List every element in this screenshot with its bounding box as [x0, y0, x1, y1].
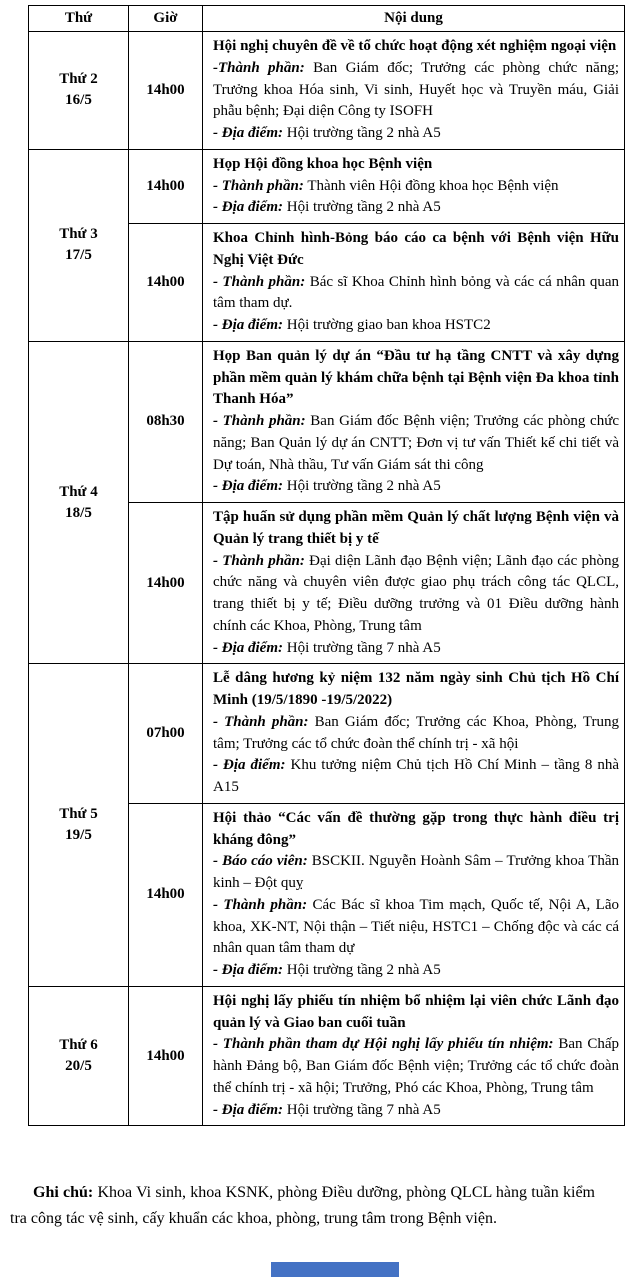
event-title: Hội thảo “Các vấn đề thường gặp trong thực hành điều trị kháng đông”	[213, 809, 619, 848]
event-title: Hội nghị chuyên đề về tổ chức hoạt động xét nghiệm ngoại viện	[213, 38, 617, 54]
event-title: Họp Hội đồng khoa học Bệnh viện	[213, 155, 433, 172]
line-label: - Địa điểm:	[213, 757, 286, 774]
day-date: 19/5	[65, 827, 92, 843]
event-line	[213, 197, 619, 219]
day-date: 18/5	[65, 504, 92, 521]
day-date: 16/5	[65, 92, 92, 109]
line-label: - Thành phần:	[213, 896, 308, 913]
line-text: Ban Giám đốc; Trưởng các Khoa, Phòng, Trung tâm; Trưởng các tổ chức đoàn thể chính trị - xã hội	[213, 713, 619, 752]
line-text: Hội trường giao ban khoa HSTC2	[282, 317, 491, 333]
day-label: Thứ 6	[59, 1037, 98, 1053]
event-line	[213, 551, 619, 638]
line-text: Ban Giám đốc Bệnh viện; Trưởng các phòng chức năng; Ban Quản lý dự án CNTT; Đơn vị tư vấn Thiết kế chi tiết và Dự toán, Nhà thầu, Tư vấn Giám sát thi công	[213, 413, 619, 473]
content-cell	[203, 224, 625, 342]
time-cell: 14h00	[129, 986, 203, 1126]
content-cell	[203, 32, 625, 150]
time-cell: 14h00	[129, 224, 203, 342]
event-line	[213, 315, 619, 337]
line-text: Đại diện Lãnh đạo Bệnh viện; Lãnh đạo các phòng chức năng và chuyên viên được giao phụ trách công tác QLCL, trang thiết bị y tế; Điều dưỡng trưởng và 01 Điều dưỡng hành chính các Khoa, Phòng, Trung tâm	[213, 552, 619, 634]
line-label: - Địa điểm:	[213, 317, 283, 333]
line-text: Ban Giám đốc; Trưởng các phòng chức năng; Trưởng khoa Hóa sinh, Vi sinh, Huyết học và Truyền máu, Giải phẫu bệnh; Đại diện Công ty ISOFH	[213, 59, 619, 120]
line-text: Hội trường tầng 7 nhà A5	[282, 1101, 441, 1118]
line-label: - Thành phần:	[213, 552, 305, 569]
header-row	[29, 6, 625, 32]
line-text: Các Bác sĩ khoa Tim mạch, Quốc tế, Nội A, Lão khoa, XK-NT, Nội thận – Tiết niệu, HSTC1 – Chống độc và các cá nhân quan tâm tham dự	[213, 896, 619, 957]
content-cell	[203, 664, 625, 804]
event-line	[213, 123, 619, 145]
line-text: Thành viên Hội đồng khoa học Bệnh viện	[303, 177, 559, 194]
time-cell: 14h00	[129, 149, 203, 223]
day-cell	[29, 986, 129, 1126]
content-cell	[203, 341, 625, 502]
event-title: Lễ dâng hương kỷ niệm 132 năm ngày sinh Chủ tịch Hồ Chí Minh (19/5/1890 -19/5/2022)	[213, 670, 619, 708]
event-line	[213, 895, 619, 960]
day-label: Thứ 5	[59, 806, 98, 822]
line-label: - Địa điểm:	[213, 125, 283, 141]
line-label: -Thành phần:	[213, 59, 305, 76]
line-text: Hội trường tầng 2 nhà A5	[282, 478, 441, 495]
day-date: 20/5	[65, 1058, 92, 1074]
day-label: Thứ 2	[59, 71, 98, 88]
line-label: - Thành phần:	[213, 273, 306, 290]
line-text: Ban Chấp hành Đảng bộ, Ban Giám đốc Bệnh viện; Trưởng các tổ chức đoàn thể chính trị - xã hội; Trưởng, Phó các Khoa, Phòng, Trung tâm	[213, 1036, 619, 1096]
table-row	[29, 664, 625, 804]
schedule-table	[28, 5, 625, 1126]
day-label: Thứ 4	[59, 483, 98, 500]
time-cell: 14h00	[129, 32, 203, 150]
note-label: Ghi chú:	[33, 1184, 94, 1201]
event-line	[213, 1100, 619, 1122]
day-cell	[29, 341, 129, 664]
event-line	[213, 960, 619, 982]
line-label: - Thành phần:	[213, 713, 309, 730]
day-cell	[29, 664, 129, 987]
line-label: - Địa điểm:	[213, 199, 283, 216]
event-title: Khoa Chỉnh hình-Bỏng báo cáo ca bệnh với Bệnh viện Hữu Nghị Việt Đức	[213, 230, 619, 268]
line-text: Hội trường tầng 2 nhà A5	[282, 125, 441, 141]
day-date: 17/5	[65, 247, 92, 264]
event-title: Họp Ban quản lý dự án “Đầu tư hạ tầng CNTT và xây dựng phần mềm quản lý khám chữa bệnh tại Bệnh viện Đa khoa tỉnh Thanh Hóa”	[213, 347, 619, 408]
schedule-table-body	[29, 32, 625, 1126]
table-row	[29, 32, 625, 150]
event-line	[213, 58, 619, 123]
line-text: Hội trường tầng 7 nhà A5	[282, 639, 441, 656]
event-line	[213, 411, 619, 476]
content-cell	[203, 503, 625, 664]
line-label: - Thành phần tham dự Hội nghị lấy phiếu tín nhiệm:	[213, 1036, 554, 1053]
line-label: - Thành phần:	[213, 413, 306, 429]
line-text: BSCKII. Nguyễn Hoành Sâm – Trưởng khoa Thần kinh – Đột quỵ	[213, 853, 619, 891]
line-text: Hội trường tầng 2 nhà A5	[282, 199, 441, 216]
header-content: Nội dung	[203, 6, 625, 32]
header-time: Giờ	[129, 6, 203, 32]
content-cell	[203, 986, 625, 1126]
bottom-blue-bar	[271, 1262, 399, 1277]
schedule-table-head	[29, 6, 625, 32]
time-cell: 07h00	[129, 664, 203, 804]
line-label: - Địa điểm:	[213, 962, 283, 978]
line-label: - Địa điểm:	[213, 639, 283, 656]
table-row	[29, 986, 625, 1126]
content-cell	[203, 803, 625, 986]
day-label: Thứ 3	[59, 226, 98, 243]
line-label: - Địa điểm:	[213, 478, 283, 495]
time-cell: 14h00	[129, 803, 203, 986]
table-row	[29, 341, 625, 502]
event-line	[213, 1034, 619, 1099]
line-label: - Báo cáo viên:	[213, 853, 308, 870]
event-title: Tập huấn sử dụng phần mềm Quản lý chất lượng Bệnh viện và Quản lý trang thiết bị y tế	[213, 509, 619, 547]
footer-note	[10, 1180, 595, 1232]
line-label: - Địa điểm:	[213, 1101, 283, 1118]
event-line	[213, 272, 619, 316]
line-text: Khu tưởng niệm Chủ tịch Hồ Chí Minh – tầng 8 nhà A15	[213, 757, 620, 795]
time-cell: 14h00	[129, 503, 203, 664]
event-line	[213, 476, 619, 498]
header-day: Thứ	[29, 6, 129, 32]
note-text: Khoa Vi sinh, khoa KSNK, phòng Điều dưỡng, phòng QLCL hàng tuần kiểm tra công tác vệ sinh, cấy khuẩn các khoa, phòng, trung tâm trong Bệnh viện.	[10, 1184, 596, 1227]
event-line	[213, 712, 619, 756]
line-label: - Thành phần:	[213, 177, 304, 194]
line-text: Hội trường tầng 2 nhà A5	[282, 962, 441, 978]
event-line	[213, 755, 619, 799]
day-cell	[29, 32, 129, 150]
day-cell	[29, 149, 129, 341]
event-line	[213, 176, 619, 198]
event-title: Hội nghị lấy phiếu tín nhiệm bổ nhiệm lại viên chức Lãnh đạo quản lý và Giao ban cuối tuần	[213, 992, 619, 1031]
content-cell	[203, 149, 625, 223]
table-row	[29, 149, 625, 223]
time-cell: 08h30	[129, 341, 203, 502]
line-text: Bác sĩ Khoa Chỉnh hình bỏng và các cá nhân quan tâm tham dự.	[213, 273, 619, 312]
event-line	[213, 851, 619, 895]
event-line	[213, 638, 619, 660]
